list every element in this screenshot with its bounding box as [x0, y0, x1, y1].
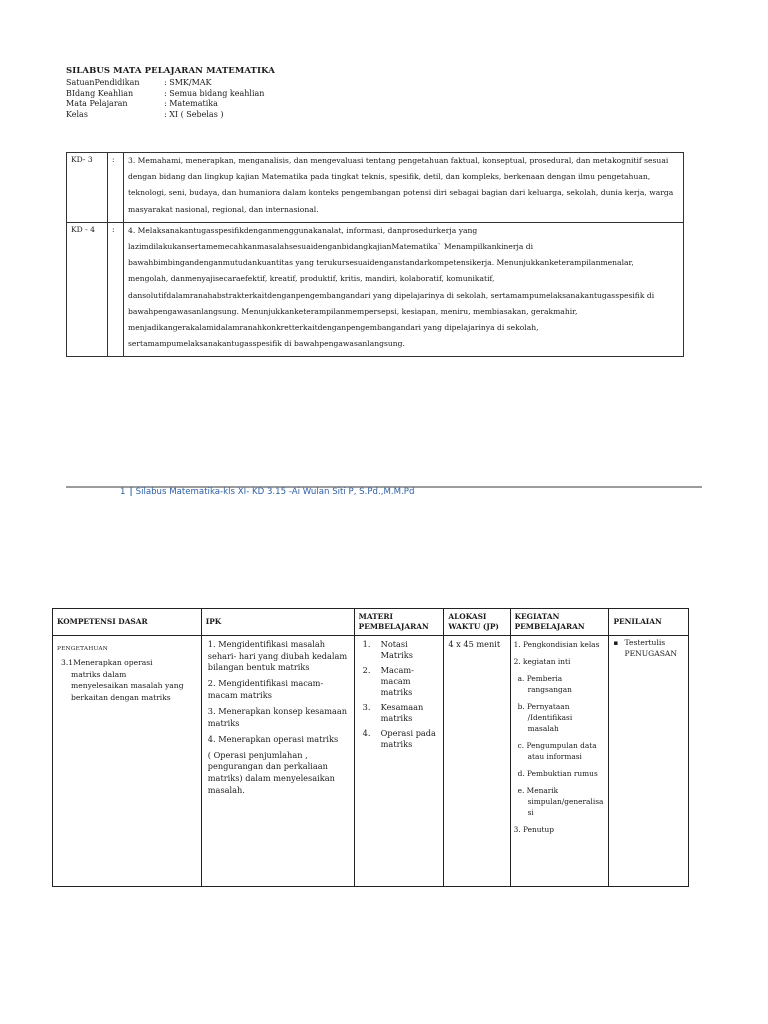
- kd3-row: [67, 153, 684, 223]
- kd-description: [124, 222, 684, 357]
- kegiatan-subitem: [514, 673, 607, 695]
- kegiatan-line: e. Menarik: [517, 786, 559, 795]
- kd-colon: :: [108, 153, 124, 223]
- kd-line: berkaitan dengan matriks: [71, 692, 171, 702]
- ipk-item: [208, 734, 350, 746]
- kd-line: dansolutifdalamranahabstrakterkaitdenganpengembangandari yang dipelajarinya di sekolah, sertamampumelaksanakantugasspesifik di: [128, 290, 655, 300]
- header-line: MATERI: [358, 612, 393, 621]
- kegiatan-line: simpulan/generalisa: [527, 797, 604, 806]
- kd-colon: :: [108, 222, 124, 357]
- ipk-line: macam matriks: [207, 690, 272, 701]
- kd-line: lazimdilakukansertamemecahkanmasalahsesuaidenganbidangkajianMatematika` Menampilkankinerja di: [128, 241, 534, 251]
- syllabus-content-row: [53, 636, 689, 887]
- kd-line: dengan bidang dan lingkup kajian Matematika pada tingkat teknis, spesifik, detil, dan kompleks, berkenaan dengan ilmu pengetahuan,: [128, 172, 651, 182]
- info-value: : Matematika: [164, 99, 218, 108]
- ipk-item: [208, 678, 350, 701]
- info-value: : SMK/MAK: [164, 78, 212, 87]
- header-line: WAKTU (JP): [448, 622, 499, 631]
- ipk-cell: [201, 636, 354, 887]
- materi-line: Macam-: [380, 665, 414, 675]
- ipk-line: matriks: [207, 717, 240, 728]
- kd-line: 3. Memahami, menerapkan, menganalisis, dan mengevaluasi tentang pengetahuan faktual, konseptual, prosedural, dan metakognitif sesuai: [128, 156, 669, 165]
- info-label: SatuanPendidikan: [66, 78, 140, 87]
- page-number: 1: [120, 487, 126, 497]
- kd-code: KD- 3: [67, 153, 108, 223]
- kd-code: KD - 4: [67, 222, 108, 357]
- document-title: SILABUS MATA PELAJARAN MATEMATIKA: [66, 66, 275, 76]
- materi-line: Matriks: [380, 650, 413, 660]
- materi-number: 3.: [362, 702, 371, 712]
- kd-line: sertamampumelaksanakantugasspesifik di bawahpengawasanlangsung.: [128, 339, 405, 349]
- materi-line: matriks: [380, 713, 413, 723]
- kegiatan-item: [514, 824, 607, 835]
- kegiatan-line: c. Pengumpulan data: [517, 741, 597, 750]
- kompetensi-dasar-cell: [53, 636, 202, 887]
- kegiatan-line: a. Pemberia: [517, 674, 563, 683]
- info-value: : Semua bidang keahlian: [164, 88, 265, 98]
- materi-number: 1.: [362, 639, 371, 649]
- ipk-line: sehari- hari yang diubah kedalam: [207, 650, 348, 661]
- materi-item: [363, 728, 442, 750]
- materi-number: 2.: [362, 665, 371, 675]
- ipk-line: bilangan bentuk matriks: [207, 662, 310, 673]
- header-penilaian: PENILAIAN: [609, 609, 689, 636]
- kd-line: 3.1Menerapkan operasi: [61, 658, 153, 667]
- materi-item: [363, 639, 442, 661]
- footer-separator: |: [129, 487, 133, 497]
- info-value: : XI ( Sebelas ): [164, 109, 224, 119]
- materi-line: matriks: [380, 687, 413, 697]
- syllabus-header-row: [53, 609, 689, 636]
- kd-line: mengolah, danmenyajisecaraefektif, kreatif, produktif, kritis, mandiri, kolaboratif, komunikatif,: [128, 274, 495, 284]
- info-label: Mata Pelajaran: [66, 99, 128, 108]
- ipk-line: 3. Menerapkan konsep kesamaan: [207, 706, 348, 717]
- materi-line: Kesamaan: [380, 702, 424, 712]
- kegiatan-cell: [510, 636, 609, 887]
- materi-line: macam: [380, 676, 411, 686]
- ipk-line: 1. Mengidentifikasi masalah: [207, 639, 326, 649]
- footer-caption: Silabus Matematika-kls XI- KD 3.15 -Ai Wulan Siti P, S.Pd.,M.M.Pd: [135, 487, 415, 497]
- ipk-item: [208, 706, 350, 729]
- section-heading: PENGETAHUAN: [57, 646, 109, 652]
- penilaian-line: PENUGASAN: [624, 648, 678, 658]
- materi-line: matriks: [380, 739, 413, 749]
- kegiatan-line: /Identifikasi: [527, 713, 573, 722]
- kegiatan-line: si: [527, 808, 534, 817]
- alokasi-waktu-cell: 4 x 45 menit: [444, 636, 510, 887]
- header-kompetensi-dasar: KOMPETENSI DASAR: [53, 609, 202, 636]
- materi-line: Operasi pada: [380, 728, 436, 738]
- header-materi: [354, 609, 444, 636]
- materi-item: [363, 665, 442, 698]
- kegiatan-item: [514, 656, 607, 667]
- header-ipk: IPK: [201, 609, 354, 636]
- kegiatan-line: masalah: [527, 724, 559, 733]
- kd-line: matriks dalam: [71, 669, 127, 679]
- penilaian-item: [613, 638, 686, 659]
- info-label: BIdang Keahlian: [66, 88, 134, 98]
- syllabus-table: [52, 608, 689, 887]
- kegiatan-line: 2. kegiatan inti: [513, 657, 571, 666]
- page-footer: [120, 487, 414, 497]
- header-line: ALOKASI: [448, 612, 487, 621]
- ipk-line: matriks) dalam menyelesaikan: [207, 773, 335, 784]
- kd-table: [66, 152, 684, 357]
- header-kegiatan: [510, 609, 609, 636]
- header-alokasi: [444, 609, 510, 636]
- materi-number: 4.: [362, 728, 371, 738]
- header-line: PEMBELAJARAN: [358, 622, 429, 631]
- kd-line: menjadikangerakalamidalamranahkonkretterkaitdenganpengembangandari yang dipelajarinya di sekolah,: [128, 322, 539, 332]
- kegiatan-item: [514, 639, 607, 650]
- kd-line: masyarakat nasional, regional, dan internasional.: [128, 204, 319, 214]
- kegiatan-subitem: [514, 768, 607, 779]
- kd-line: teknologi, seni, budaya, dan humaniora dalam konteks pengembangan potensi diri sebagai bagian dari keluarga, sekolah, dunia kerja, warga: [128, 188, 674, 198]
- kd-description: [124, 153, 684, 223]
- kegiatan-subitem: [514, 785, 607, 818]
- kegiatan-subitem: [514, 701, 607, 734]
- ipk-line: ( Operasi penjumlahan ,: [207, 749, 308, 760]
- ipk-line: pengurangan dan perkaliaan: [207, 761, 328, 772]
- kegiatan-line: 3. Penutup: [513, 825, 555, 834]
- materi-cell: [354, 636, 444, 887]
- penilaian-cell: [609, 636, 689, 887]
- kegiatan-subitem: [514, 740, 607, 762]
- kd-line: menyelesaikan masalah yang: [71, 681, 184, 691]
- kegiatan-line: rangsangan: [527, 685, 572, 694]
- ipk-item: [208, 639, 350, 674]
- kegiatan-line: b. Pernyataan: [517, 702, 570, 711]
- ipk-line: 2. Mengidentifikasi macam-: [207, 678, 324, 689]
- kd-line: 4. Melaksanakantugasspesifikdenganmenggunakanalat, informasi, danprosedurkerja yang: [128, 225, 478, 235]
- info-label: Kelas: [66, 109, 88, 119]
- square-bullet-icon: ▪: [613, 639, 619, 647]
- header-line: KEGIATAN: [514, 612, 560, 621]
- kd-statement: [57, 657, 197, 703]
- ipk-item: [208, 750, 350, 797]
- kd-line: bawahbimbingandenganmutudankuantitas yang terukursesuaidenganstandarkompetensikerja. Menunjukkanketerampilanmenalar,: [128, 258, 634, 268]
- ipk-line: masalah.: [207, 784, 245, 795]
- kegiatan-line: atau informasi: [527, 752, 582, 761]
- kd4-row: [67, 222, 684, 357]
- kegiatan-line: d. Pembuktian rumus: [517, 769, 598, 778]
- materi-line: Notasi: [380, 639, 408, 649]
- kegiatan-line: 1. Pengkondisian kelas: [513, 640, 600, 649]
- materi-item: [363, 702, 442, 724]
- penilaian-line: Testertulis: [624, 638, 666, 647]
- kd-line: bawahpengawasanlangsung. Menunjukkanketerampilanmempersepsi, kesiapan, meniru, membiasakan, gerakmahir,: [128, 306, 578, 316]
- ipk-line: 4. Menerapkan operasi matriks: [207, 733, 339, 744]
- header-line: PEMBELAJARAN: [514, 622, 585, 631]
